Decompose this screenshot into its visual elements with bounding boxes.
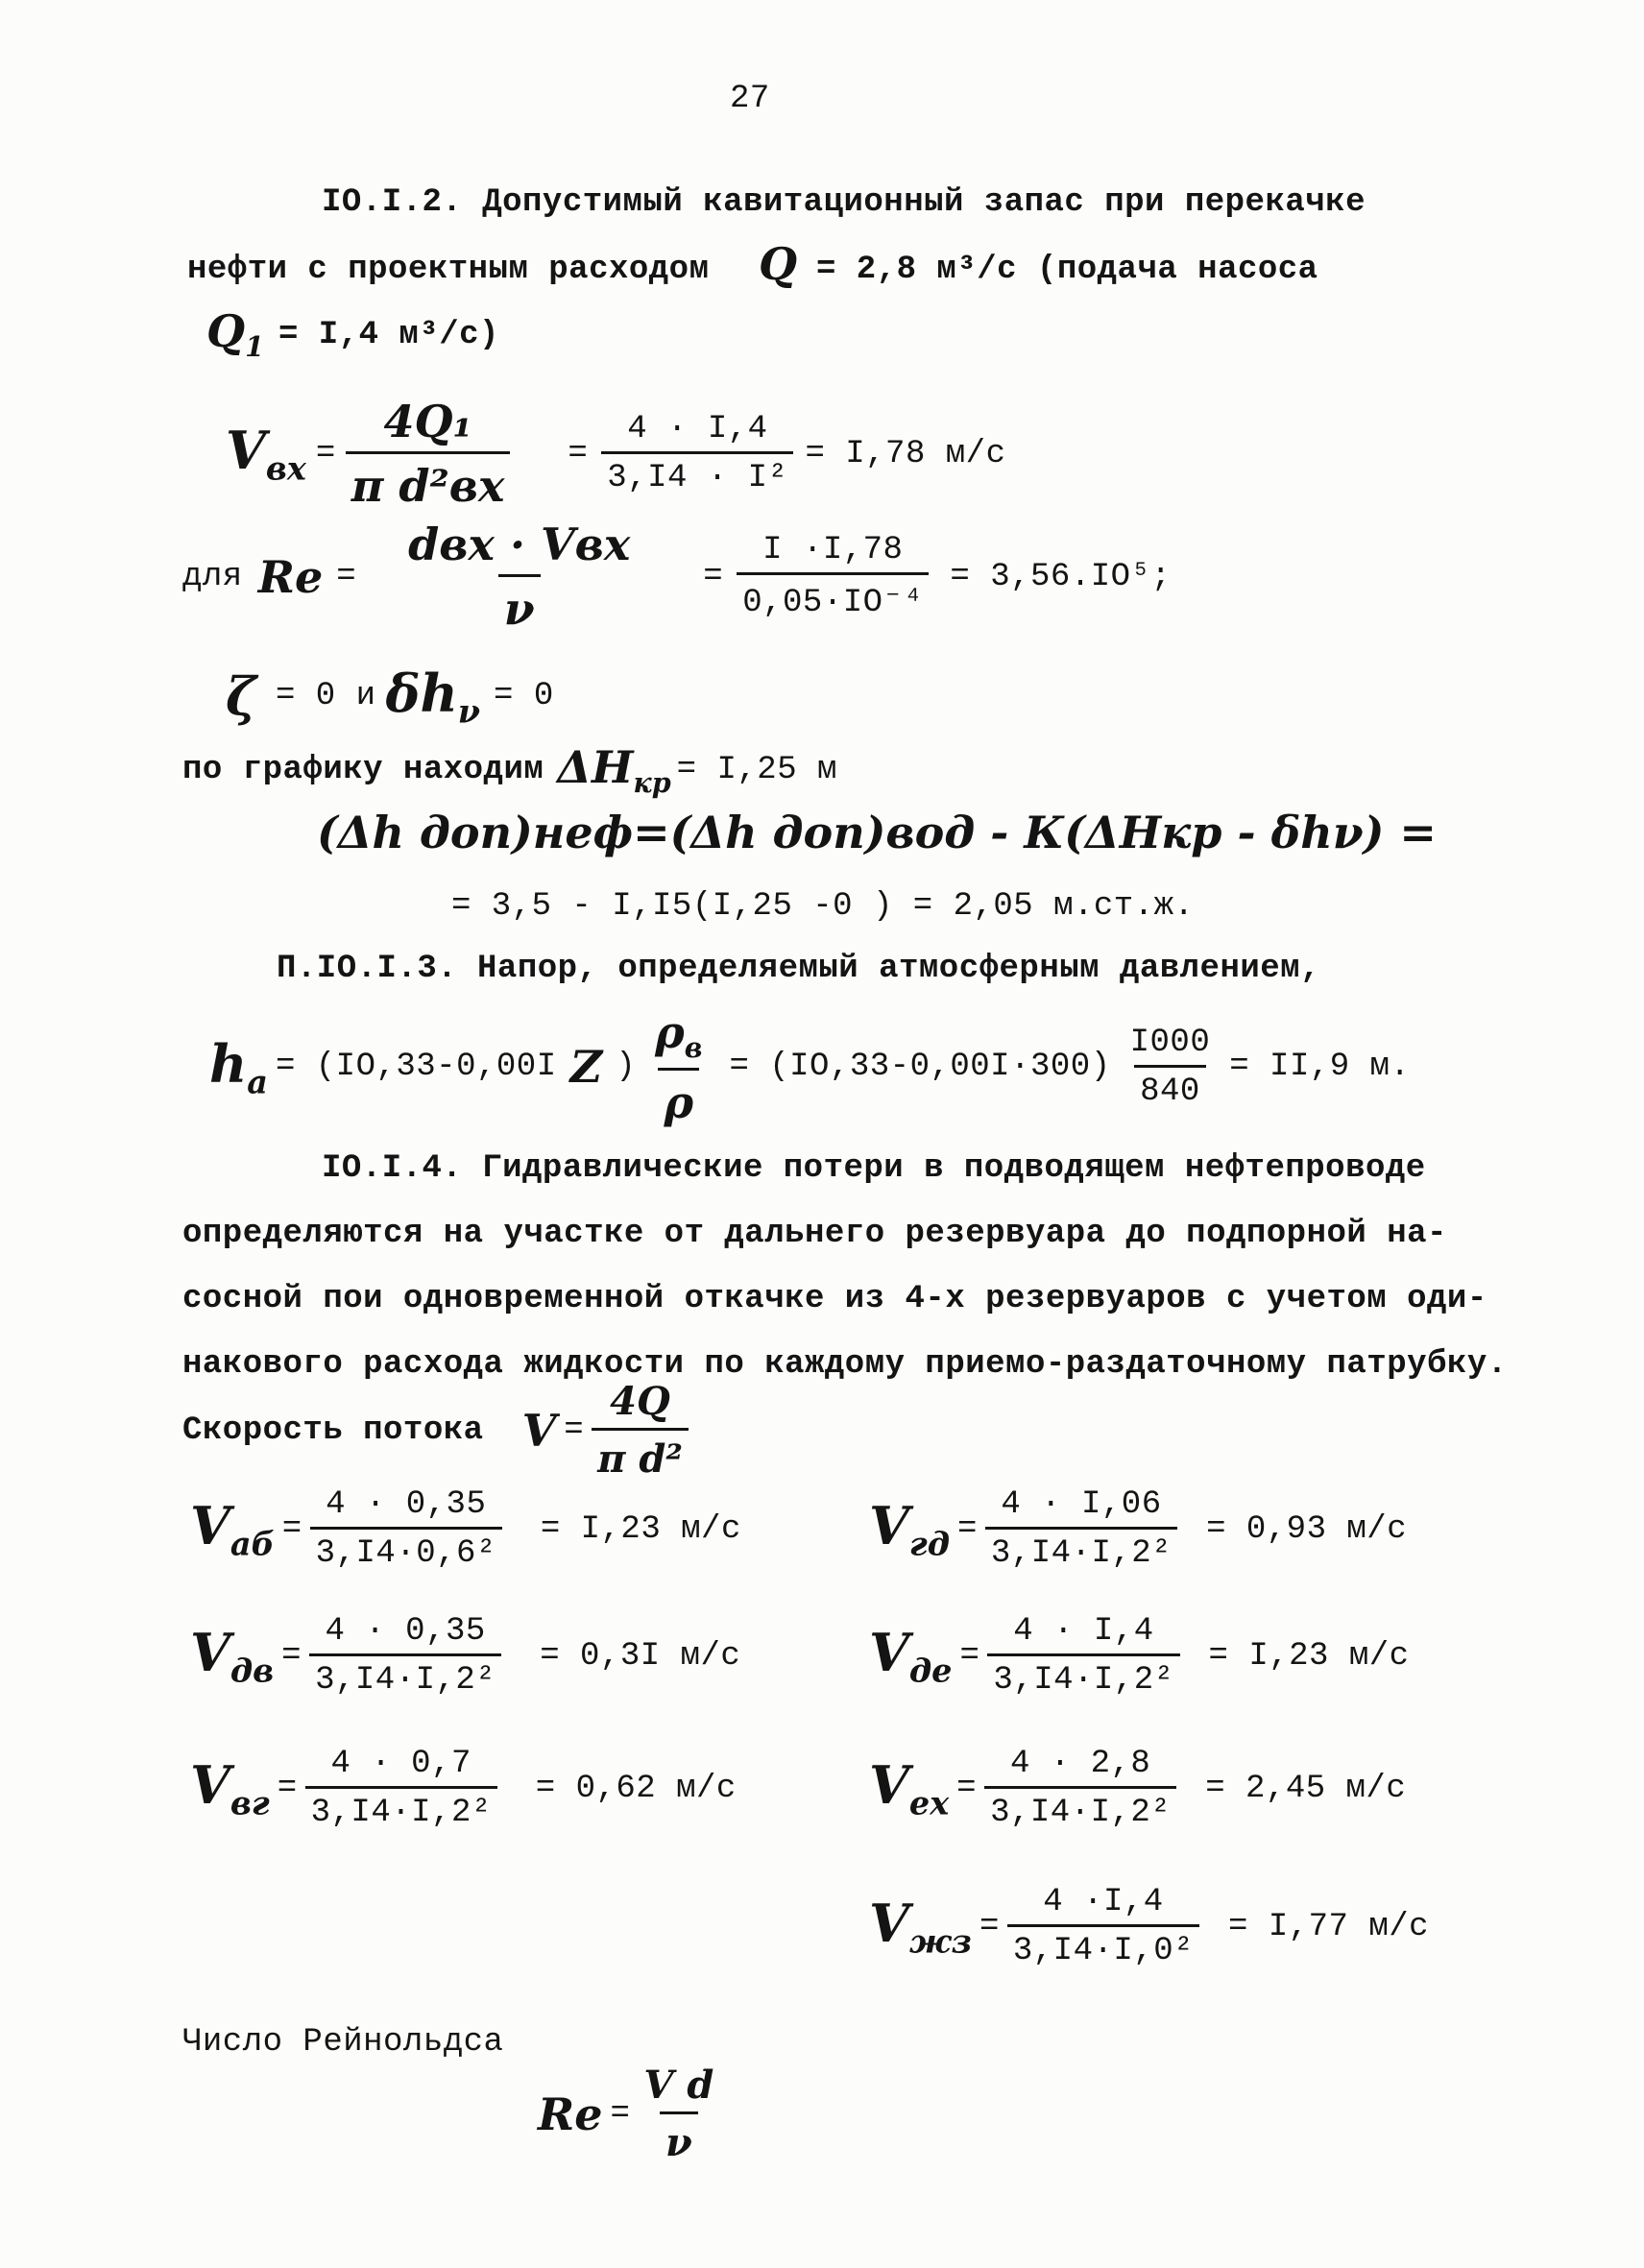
formula-symbol: $\Delta H_{кр}$ [557, 741, 671, 799]
text-line: = 2,8 м³/с (подача насоса [816, 252, 1318, 288]
formula-symbol: V [521, 1404, 557, 1457]
paragraph-line: накового расхода жидкости по каждому приемо-раздаточному патрубку. [182, 1346, 1508, 1383]
fraction [309, 1613, 501, 1699]
velocity-label: гд [908, 1525, 951, 1563]
fraction-denominator: 0,05·IO⁻⁴ [737, 572, 929, 621]
formula-result: = 3,56.IO⁵; [950, 558, 1172, 595]
formula-reynolds-general [538, 2063, 719, 2165]
fraction-numerator: 4 · I,06 [1001, 1486, 1162, 1523]
text-line: по графику находим [182, 751, 544, 788]
fraction-numerator: 4Q₁ [383, 396, 472, 447]
fraction-numerator: V d [643, 2063, 714, 2108]
formula-symbol: Re [257, 550, 324, 603]
equals-sign: = [956, 1770, 978, 1807]
velocity-formula [869, 1486, 1407, 1572]
fraction-denominator: ν [660, 2111, 698, 2165]
text-line: Скорость потока [182, 1411, 484, 1449]
fraction [649, 1006, 708, 1128]
formula-text: ) [616, 1049, 637, 1086]
equals-sign: = [564, 1411, 585, 1449]
velocity-label: ех [908, 1784, 950, 1822]
fraction-denominator: 840 [1134, 1065, 1206, 1110]
fraction [370, 519, 668, 635]
velocity-result: = 0,93 м/с [1206, 1510, 1408, 1548]
formula-result: = II,9 м. [1229, 1049, 1411, 1086]
formula-velocity-inlet [226, 396, 1005, 512]
velocity-label: аб [230, 1525, 275, 1563]
formula-symbol-hd: $h_а$ [209, 1033, 268, 1101]
formula-result: = I,78 м/с [805, 435, 1006, 472]
equals-sign: = [957, 1510, 978, 1548]
velocity-formula [869, 1746, 1406, 1831]
text-line: = I,4 м³/с) [278, 317, 499, 353]
formula-symbol: $V_{вг}$ [190, 1754, 270, 1822]
fraction-denominator: 3,I4·I,2² [984, 1786, 1176, 1831]
formula-symbol-Q: Q [759, 238, 798, 290]
graph-reading [182, 741, 837, 799]
fraction [985, 1486, 1177, 1572]
fraction-numerator: dвх · Vвх [408, 519, 631, 570]
fraction-denominator: ρ [658, 1068, 699, 1128]
fraction [737, 532, 929, 621]
fraction [346, 396, 511, 512]
formula-text: = 0 и [275, 678, 376, 715]
velocity-label: вг [230, 1784, 270, 1822]
fraction-denominator: 3,I4·I,2² [985, 1527, 1177, 1572]
velocity-result: = 0,62 м/с [535, 1770, 737, 1807]
velocity-result: = I,23 м/с [1208, 1637, 1410, 1675]
fraction-denominator: π d²вх [346, 451, 511, 512]
fraction [592, 1379, 689, 1482]
fraction [987, 1613, 1179, 1699]
velocity-result: = 0,3I м/с [540, 1637, 741, 1675]
formula-symbol-Z: Z [569, 1041, 603, 1094]
equals-sign: = [281, 1637, 302, 1675]
fraction [310, 1486, 502, 1572]
fraction-numerator: 4 · 2,8 [1009, 1746, 1151, 1782]
fraction-denominator: 3,I4·I,2² [309, 1653, 501, 1699]
paragraph-line: сосной пои одновременной откачке из 4-х резервуаров с учетом оди- [182, 1281, 1487, 1317]
fraction-denominator: 3,I4 · I² [601, 451, 793, 496]
formula-symbol: $V_{вх}$ [226, 420, 306, 488]
formula-symbol: Re [538, 2087, 603, 2140]
fraction-numerator: 4 · 0,7 [330, 1746, 471, 1782]
equals-sign: = [568, 435, 589, 472]
velocity-formula [869, 1613, 1410, 1699]
formula-prefix: для [182, 558, 243, 595]
fraction-numerator: $\rho_в$ [655, 1006, 703, 1064]
formula-symbol: $V_{ех}$ [869, 1754, 950, 1822]
section-heading-10-1-3: П.IO.I.3. Напор, определяемый атмосферным давлением, [277, 951, 1320, 987]
formula-text: = 0 [494, 678, 554, 715]
fraction [638, 2063, 719, 2165]
fraction [984, 1746, 1176, 1831]
velocity-result: = 2,45 м/с [1205, 1770, 1407, 1807]
velocity-formula [190, 1746, 737, 1831]
velocity-formula [190, 1486, 741, 1572]
text-line: нефти с проектным расходом [187, 252, 710, 288]
paragraph-line: определяются на участке от дальнего резервуара до подпорной на- [182, 1216, 1447, 1252]
formula-zeta [226, 663, 554, 731]
velocity-formula [869, 1884, 1429, 1969]
fraction-denominator: 3,I4·I,0² [1007, 1924, 1199, 1969]
formula-symbol-delta-h: $\delta h_\nu$ [385, 663, 481, 731]
equals-sign: = [959, 1637, 980, 1675]
equals-sign: = [979, 1908, 1000, 1945]
fraction-denominator: 3,I4·I,2² [987, 1653, 1179, 1699]
velocity-result: = I,77 м/с [1228, 1908, 1430, 1945]
fraction [601, 411, 793, 496]
equals-sign: = [610, 2095, 631, 2133]
formula-text: = (IO,33-0,00I [275, 1049, 557, 1086]
velocity-label: дв [230, 1652, 275, 1690]
fraction-denominator: 3,I4·I,2² [305, 1786, 497, 1831]
fraction-denominator: 3,I4·0,6² [310, 1527, 502, 1572]
formula-symbol: $V_{гд}$ [869, 1495, 951, 1563]
fraction-numerator: 4Q [610, 1379, 670, 1424]
formula-symbol-Q1: $Q_1$ [206, 305, 264, 363]
velocity-formula [190, 1613, 740, 1699]
fraction-numerator: 4 · 0,35 [326, 1486, 487, 1523]
fraction-numerator: 4 · I,4 [627, 411, 768, 447]
formula-symbol: $V_{аб}$ [190, 1495, 275, 1563]
fraction-denominator: ν [498, 574, 541, 635]
equals-sign: = [315, 435, 336, 472]
fraction-denominator: π d² [592, 1428, 689, 1482]
formula-symbol: $V_{жз}$ [869, 1893, 972, 1961]
formula-result: = 3,5 - I,I5(I,25 -0 ) = 2,05 м.ст.ж. [451, 888, 1195, 925]
fraction [1007, 1884, 1199, 1969]
equals-sign: = [703, 558, 724, 595]
fraction [305, 1746, 497, 1831]
reynolds-label: Число Рейнольдса [182, 2024, 504, 2061]
velocity-label: жз [908, 1922, 972, 1961]
formula-allowable-reserve: (Δh доп)неф=(Δh доп)вод - К(ΔНкр - δhν) = [317, 807, 1437, 858]
fraction-numerator: 4 · I,4 [1013, 1613, 1154, 1650]
formula-result: = I,25 м [676, 751, 837, 788]
equals-sign: = [277, 1770, 298, 1807]
speed-formula [182, 1379, 689, 1482]
formula-reynolds [182, 519, 1171, 635]
formula-head-atmospheric [209, 1006, 1410, 1128]
equals-sign: = [281, 1510, 302, 1548]
velocity-label: де [908, 1652, 953, 1690]
fraction-numerator: 4 ·I,4 [1043, 1884, 1164, 1920]
formula-symbol: $V_{де}$ [869, 1622, 953, 1690]
fraction-numerator: 4 · 0,35 [325, 1613, 486, 1650]
fraction-numerator: I000 [1129, 1024, 1211, 1061]
equals-sign: = [336, 558, 357, 595]
formula-text: = (IO,33-0,00I·300) [729, 1049, 1111, 1086]
section-heading-10-1-4: IO.I.4. Гидравлические потери в подводящем нефтепроводе [322, 1150, 1426, 1187]
section-heading-10-1-2: IO.I.2. Допустимый кавитационный запас при перекачке [322, 184, 1366, 221]
formula-symbol-zeta: ζ [226, 665, 256, 728]
fraction-numerator: I ·I,78 [762, 532, 904, 568]
fraction [1124, 1025, 1217, 1110]
page-number: 27 [730, 81, 770, 117]
velocity-result: = I,23 м/с [540, 1510, 741, 1548]
formula-symbol: $V_{дв}$ [190, 1622, 275, 1690]
